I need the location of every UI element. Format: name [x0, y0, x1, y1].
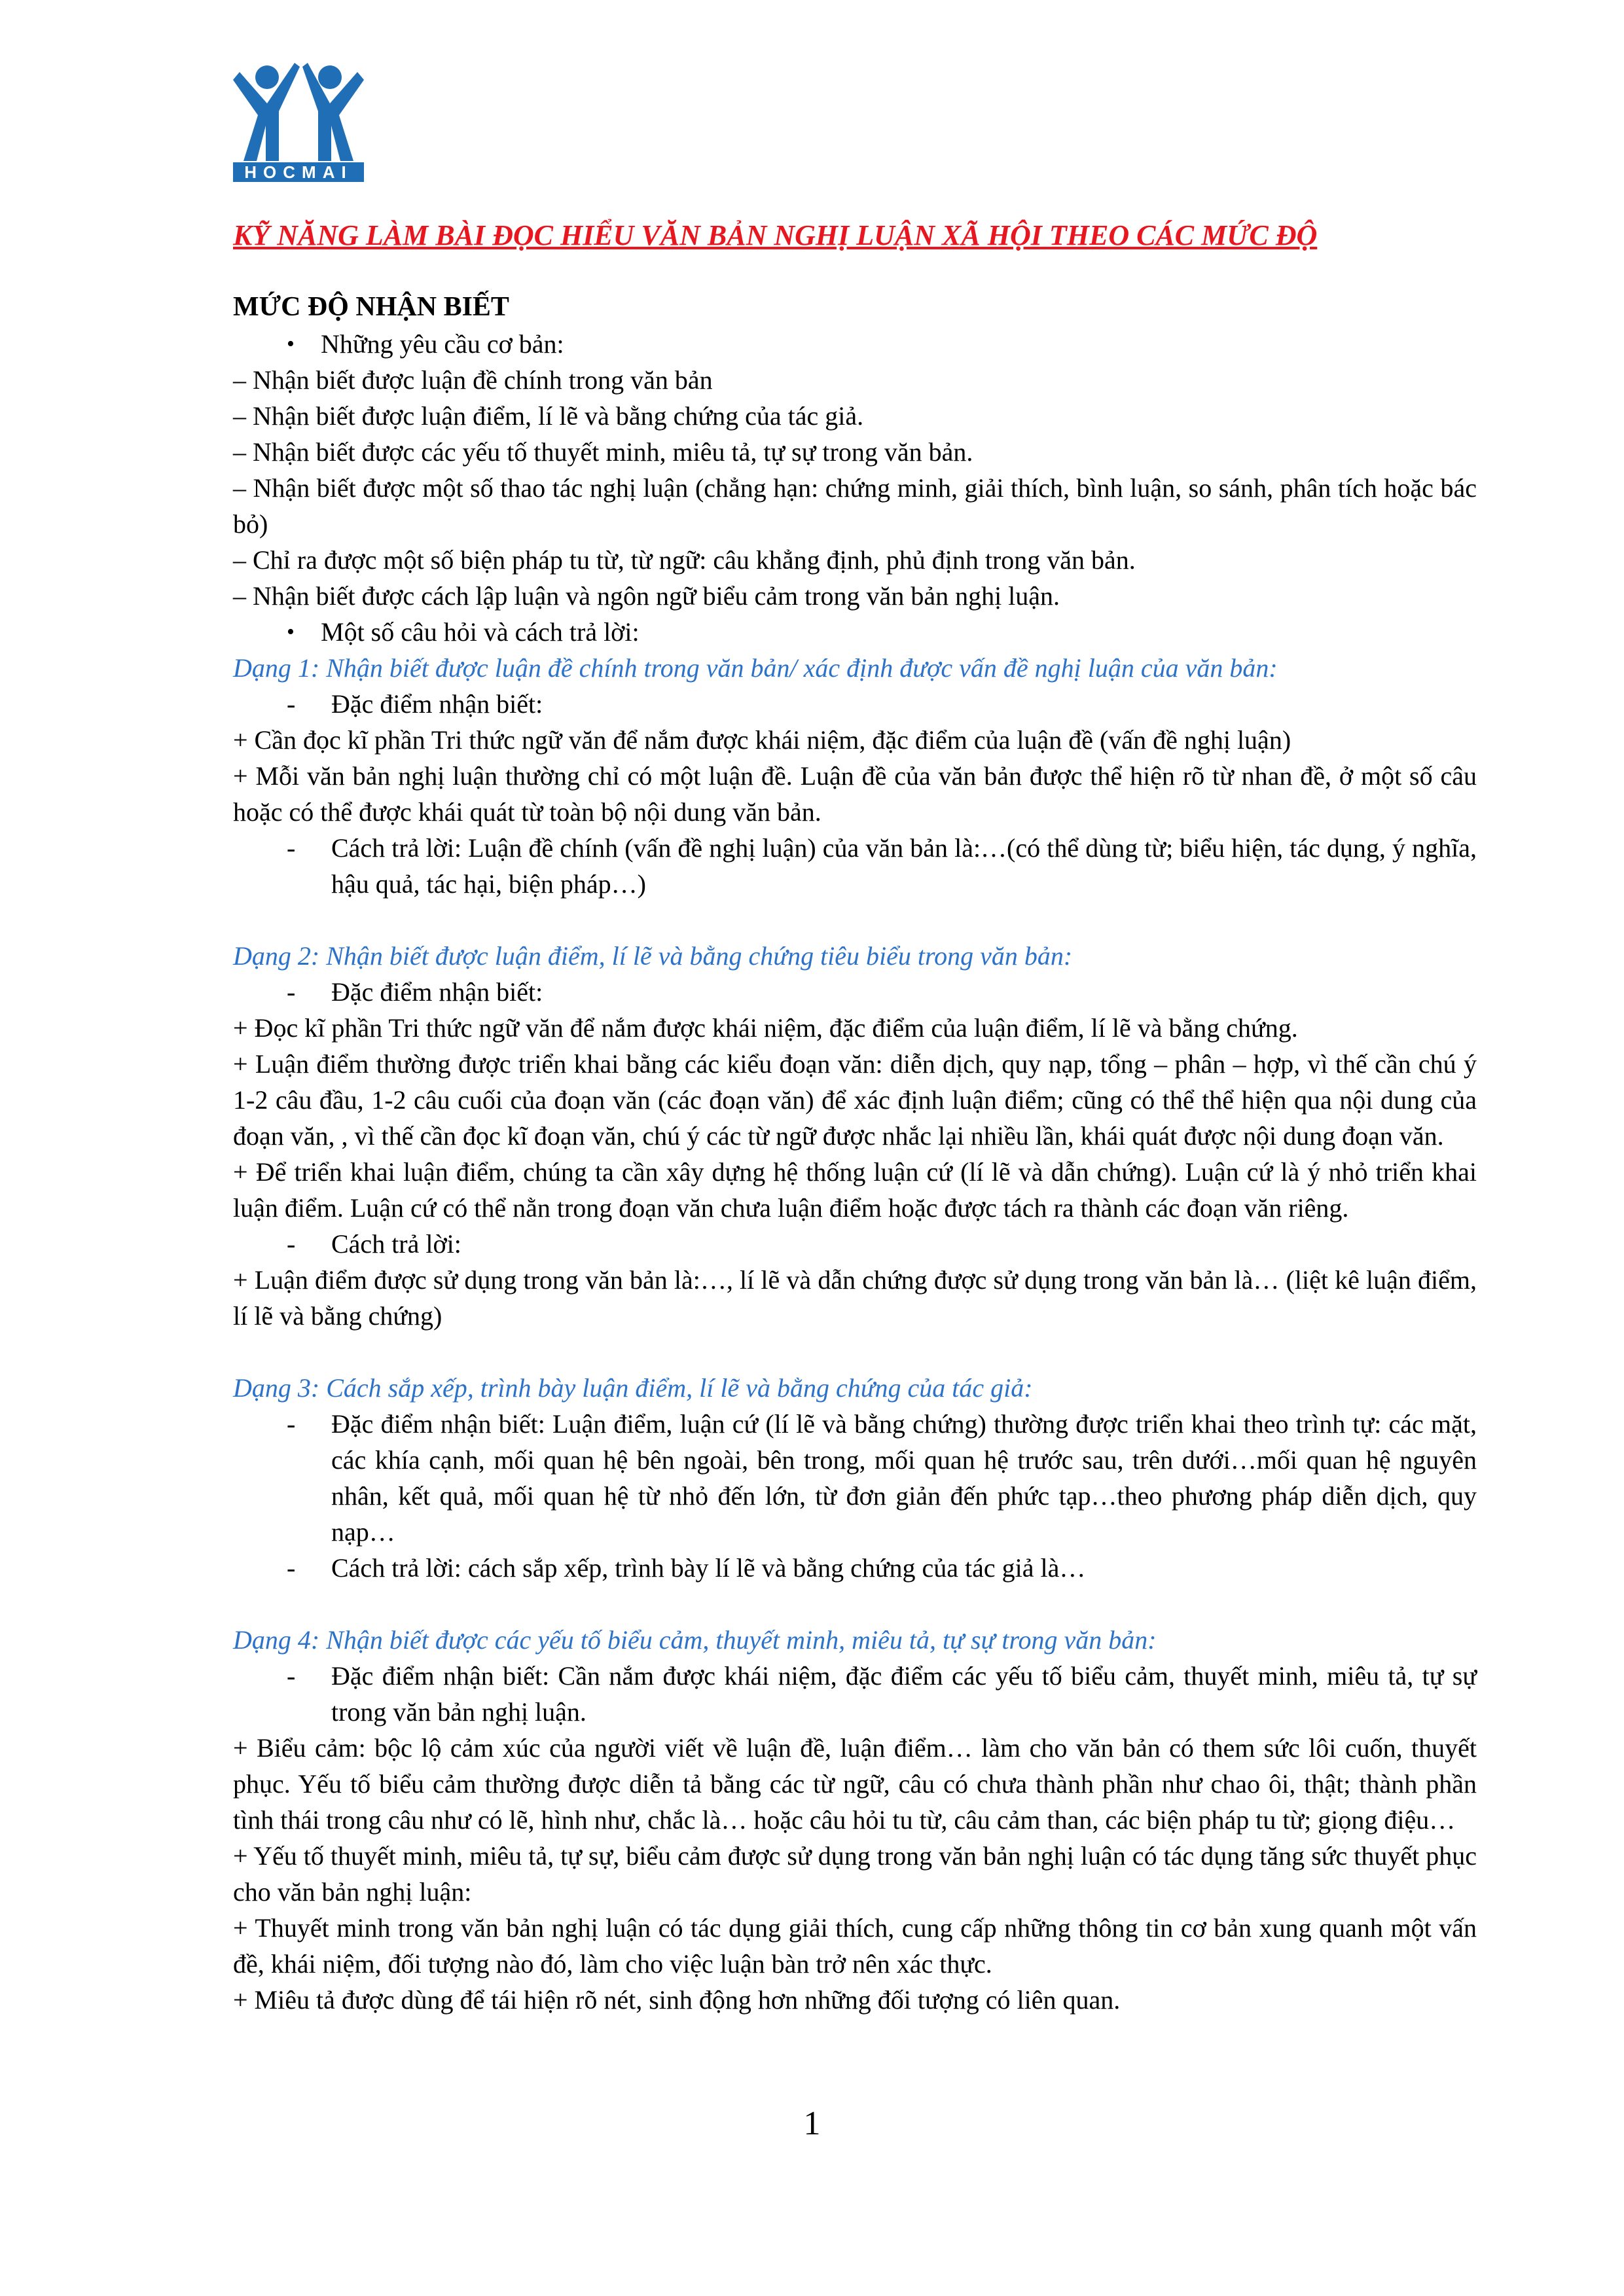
dang-3-heading: Dạng 3: Cách sắp xếp, trình bày luận điểm, lí lẽ và bằng chứng của tác giả:: [233, 1373, 1033, 1403]
bullet-questions: • Một số câu hỏi và cách trả lời:: [233, 614, 1477, 650]
requirement-line: – Nhận biết được cách lập luận và ngôn ngữ biểu cảm trong văn bản nghị luận.: [233, 581, 1060, 611]
requirement-line: – Nhận biết được một số thao tác nghị luận (chẳng hạn: chứng minh, giải thích, bình luận, so sánh, phân tích hoặc bác bỏ): [233, 473, 1477, 539]
bullet-dot-icon: •: [287, 620, 295, 644]
dang-1-point: + Mỗi văn bản nghị luận thường chỉ có một luận đề. Luận đề của văn bản được thể hiện rõ từ nhan đề, ở một số câu hoặc có thể được khái quát từ toàn bộ nội dung văn bản.: [233, 761, 1477, 827]
requirement-line: – Nhận biết được luận điểm, lí lẽ và bằng chứng của tác giả.: [233, 401, 864, 431]
page-number: 1: [803, 2105, 821, 2142]
dang-4-point: + Miêu tả được dùng để tái hiện rõ nét, sinh động hơn những đối tượng có liên quan.: [233, 1985, 1121, 2015]
dang-2-point: + Để triển khai luận điểm, chúng ta cần xây dựng hệ thống luận cứ (lí lẽ và dẫn chứng). Luận cứ là ý nhỏ triển khai luận điểm. Luận cứ có thể nằn trong đoạn văn chưa luận điểm hoặc được tách ra thành các đoạn văn riêng.: [233, 1157, 1477, 1223]
bullet-dot-icon: •: [287, 332, 295, 356]
dang-1-heading: Dạng 1: Nhận biết được luận đề chính trong văn bản/ xác định được vấn đề nghị luận của văn bản:: [233, 653, 1278, 683]
dang-4-feature: - Đặc điểm nhận biết: Cần nắm được khái niệm, đặc điểm các yếu tố biểu cảm, thuyết minh, miêu tả, tự sự trong văn bản nghị luận.: [287, 1661, 1477, 1727]
requirement-line: – Chỉ ra được một số biện pháp tu từ, từ ngữ: câu khẳng định, phủ định trong văn bản.: [233, 545, 1136, 575]
requirement-line: – Nhận biết được các yếu tố thuyết minh, miêu tả, tự sự trong văn bản.: [233, 437, 973, 467]
dang-4-point: + Biểu cảm: bộc lộ cảm xúc của người viết về luận đề, luận điểm… làm cho văn bản có them sức lôi cuốn, thuyết phục. Yếu tố biểu cảm thường được diễn tả bằng các từ ngữ, câu có chưa thành phần như chao ôi, thật; thành phần tình thái trong câu như có lẽ, hình như, chắc là… hoặc câu hỏi tu từ, câu cảm than, các biện pháp tu từ; giọng điệu…: [233, 1733, 1477, 1835]
section-title: MỨC ĐỘ NHẬN BIẾT: [233, 292, 509, 322]
hocmai-logo: [233, 58, 364, 182]
dang-4-heading: Dạng 4: Nhận biết được các yếu tố biểu cảm, thuyết minh, miêu tả, tự sự trong văn bản:: [233, 1625, 1157, 1655]
dang-3-answer: - Cách trả lời: cách sắp xếp, trình bày lí lẽ và bằng chứng của tác giả là…: [287, 1553, 1086, 1583]
dang-3-feature: - Đặc điểm nhận biết: Luận điểm, luận cứ (lí lẽ và bằng chứng) thường được triển khai theo trình tự: các mặt, các khía cạnh, mối quan hệ bên ngoài, bên trong, mối quan hệ trước sau, trên dưới…mối quan hệ nguyên nhân, kết quả, mối quan hệ từ nhỏ đến lớn, từ đơn giản đến phức tạp…theo phương pháp diễn dịch, quy nạp…: [287, 1409, 1477, 1547]
dang-2-feature-label: - Đặc điểm nhận biết:: [287, 977, 543, 1007]
requirement-line: – Nhận biết được luận đề chính trong văn bản: [233, 365, 713, 395]
dang-2-answer-label: - Cách trả lời:: [287, 1229, 461, 1259]
dang-2-answer: + Luận điểm được sử dụng trong văn bản là:…, lí lẽ và dẫn chứng được sử dụng trong văn bản là… (liệt kê luận điểm, lí lẽ và bằng chứng): [233, 1265, 1477, 1331]
document-body: [233, 216, 1477, 2018]
dang-2-heading: Dạng 2: Nhận biết được luận điểm, lí lẽ và bằng chứng tiêu biểu trong văn bản:: [233, 941, 1073, 971]
dang-4-point: + Yếu tố thuyết minh, miêu tả, tự sự, biểu cảm được sử dụng trong văn bản nghị luận có tác dụng tăng sức thuyết phục cho văn bản nghị luận:: [233, 1841, 1477, 1907]
dang-2-point: + Luận điểm thường được triển khai bằng các kiểu đoạn văn: diễn dịch, quy nạp, tổng – phân – hợp, vì thế cần chú ý 1-2 câu đầu, 1-2 câu cuối của đoạn văn (các đoạn văn) để xác định luận điểm; cũng có thể thể hiện qua nội dung của đoạn văn, , vì thế cần đọc kĩ đoạn văn, chú ý các từ ngữ được nhắc lại nhiều lần, khái quát được nội dung đoạn văn.: [233, 1049, 1477, 1151]
bullet-requirements: • Những yêu cầu cơ bản:: [233, 326, 1477, 362]
dang-1-point: + Cần đọc kĩ phần Tri thức ngữ văn để nắm được khái niệm, đặc điểm của luận đề (vấn đề nghị luận): [233, 725, 1291, 755]
dang-1-feature-label: - Đặc điểm nhận biết:: [287, 689, 543, 719]
logo-wordmark: HOCMAI: [233, 162, 364, 182]
document-title: KỸ NĂNG LÀM BÀI ĐỌC HIỂU VĂN BẢN NGHỊ LUẬN XÃ HỘI THEO CÁC MỨC ĐỘ: [233, 219, 1318, 251]
people-logo-icon: [233, 58, 364, 162]
dang-2-point: + Đọc kĩ phần Tri thức ngữ văn để nắm được khái niệm, đặc điểm của luận điểm, lí lẽ và bằng chứng.: [233, 1013, 1298, 1043]
dang-4-point: + Thuyết minh trong văn bản nghị luận có tác dụng giải thích, cung cấp những thông tin cơ bản xung quanh một vấn đề, khái niệm, đối tượng nào đó, làm cho việc luận bàn trở nên xác thực.: [233, 1913, 1477, 1979]
dang-1-answer: - Cách trả lời: Luận đề chính (vấn đề nghị luận) của văn bản là:…(có thể dùng từ; biểu hiện, tác dụng, ý nghĩa, hậu quả, tác hại, biện pháp…): [287, 833, 1477, 899]
